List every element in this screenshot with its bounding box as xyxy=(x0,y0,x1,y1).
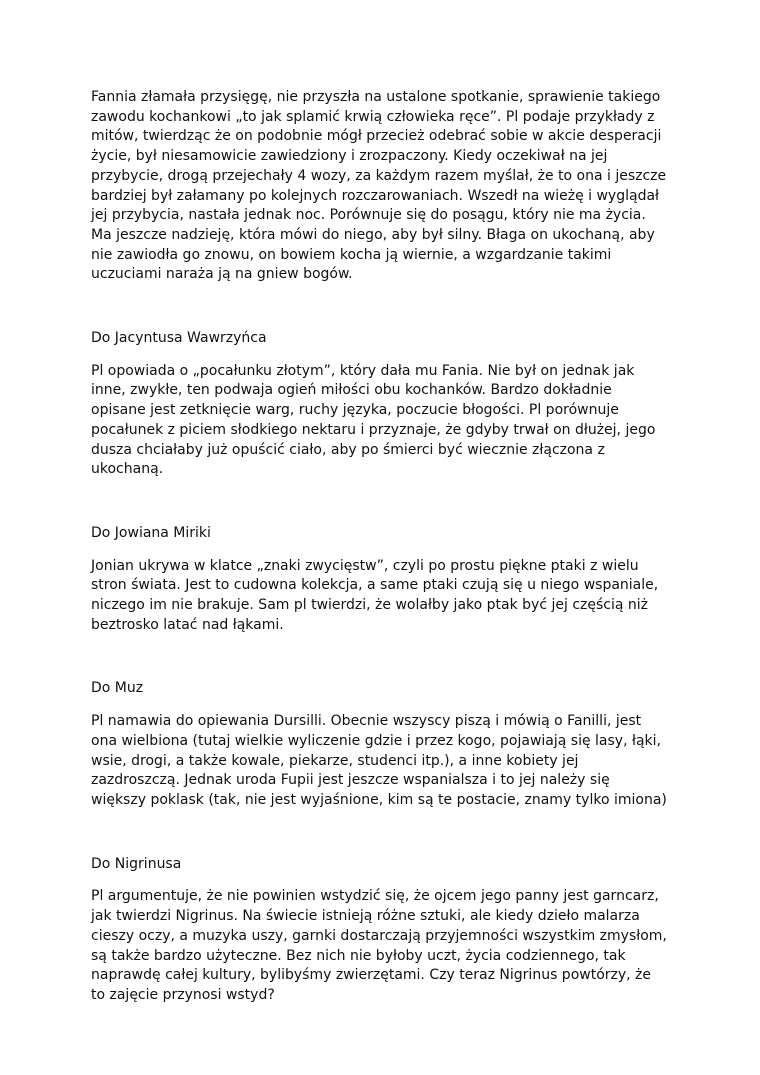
section-nigrinus xyxy=(91,855,691,1006)
section-jowian xyxy=(91,524,691,636)
section-paragraph: Pl namawia do opiewania Dursilli. Obecnie wszyscy piszą i mówią o Fanilli, jest ona wielbiona (tutaj wielkie wyliczenie gdzie i przez kogo, pojawiają się lasy, łąki, wsie, drogi, a także kowale, piekarze, studenci itp.), a inne kobiety jej zazdroszczą. Jednak uroda Fupii jest jeszcze wspanialsza i to jej należy się większy poklask (tak, nie jest wyjaśnione, kim są te postacie, znamy tylko imiona) xyxy=(91,713,667,808)
section-heading: Do Nigrinusa xyxy=(91,855,182,872)
document-page xyxy=(91,88,691,1006)
section-heading: Do Muz xyxy=(91,680,144,697)
section-paragraph: Pl argumentuje, że nie powinien wstydzić się, że ojcem jego panny jest garncarz, jak twierdzi Nigrinus. Na świecie istnieją różne sztuki, ale kiedy dzieło malarza cieszy oczy, a muzyka uszy, garnki dostarczają przyjemności wszystkim zmysłom, są także bardzo użyteczne. Bez nich nie byłoby uczt, życia codziennego, tak naprawdę całej kultury, bylibyśmy zwierzętami. Czy teraz Nigrinus powtórzy, że to zajęcie przynosi wstyd? xyxy=(91,888,667,1003)
section-paragraph: Jonian ukrywa w klatce „znaki zwycięstw”, czyli po prostu piękne ptaki z wielu stron świata. Jest to cudowna kolekcja, a same ptaki czują się u niego wspaniale, niczego im nie brakuje. Sam pl twierdzi, że wolałby jako ptak być jej częścią niż beztrosko latać nad łąkami. xyxy=(91,557,659,633)
section-heading: Do Jowiana Miriki xyxy=(91,524,211,541)
section-jacyntus xyxy=(91,329,691,480)
section-heading: Do Jacyntusa Wawrzyńca xyxy=(91,330,267,347)
section-paragraph: Pl opowiada o „pocałunku złotym”, który dała mu Fania. Nie był on jednak jak inne, zwykłe, ten podwaja ogień miłości obu kochanków. Bardzo dokładnie opisane jest zetknięcie warg, ruchy języka, poczucie błogości. Pl porównuje pocałunek z piciem słodkiego nektaru i przyznaje, że gdyby trwał on dłużej, jego dusza chciałaby już opuścić ciało, aby po śmierci być wiecznie złączona z ukochaną. xyxy=(91,362,656,478)
intro-paragraph: Fannia złamała przysięgę, nie przyszła na ustalone spotkanie, sprawienie takiego zawodu kochankowi „to jak splamić krwią człowieka ręce”. Pl podaje przykłady z mitów, twierdząc że on podobnie mógł przecież odebrać sobie w akcie desperacji życie, był niesamowicie zawiedziony i zrozpaczony. Kiedy oczekiwał na jej przybycie, drogą przejechały 4 wozy, za każdym razem myślał, że to ona i jeszcze bardziej był załamany po kolejnych rozczarowaniach. Wszedł na wieżę i wyglądał jej przybycia, nastała jednak noc. Porównuje się do posągu, który nie ma życia. Ma jeszcze nadzieję, która mówi do niego, aby był silny. Błaga on ukochaną, aby nie zawiodła go znowu, on bowiem kocha ją wiernie, a wzgardzanie takimi uczuciami naraża ją na gniew bogów. xyxy=(91,89,667,283)
section-muz xyxy=(91,679,691,810)
